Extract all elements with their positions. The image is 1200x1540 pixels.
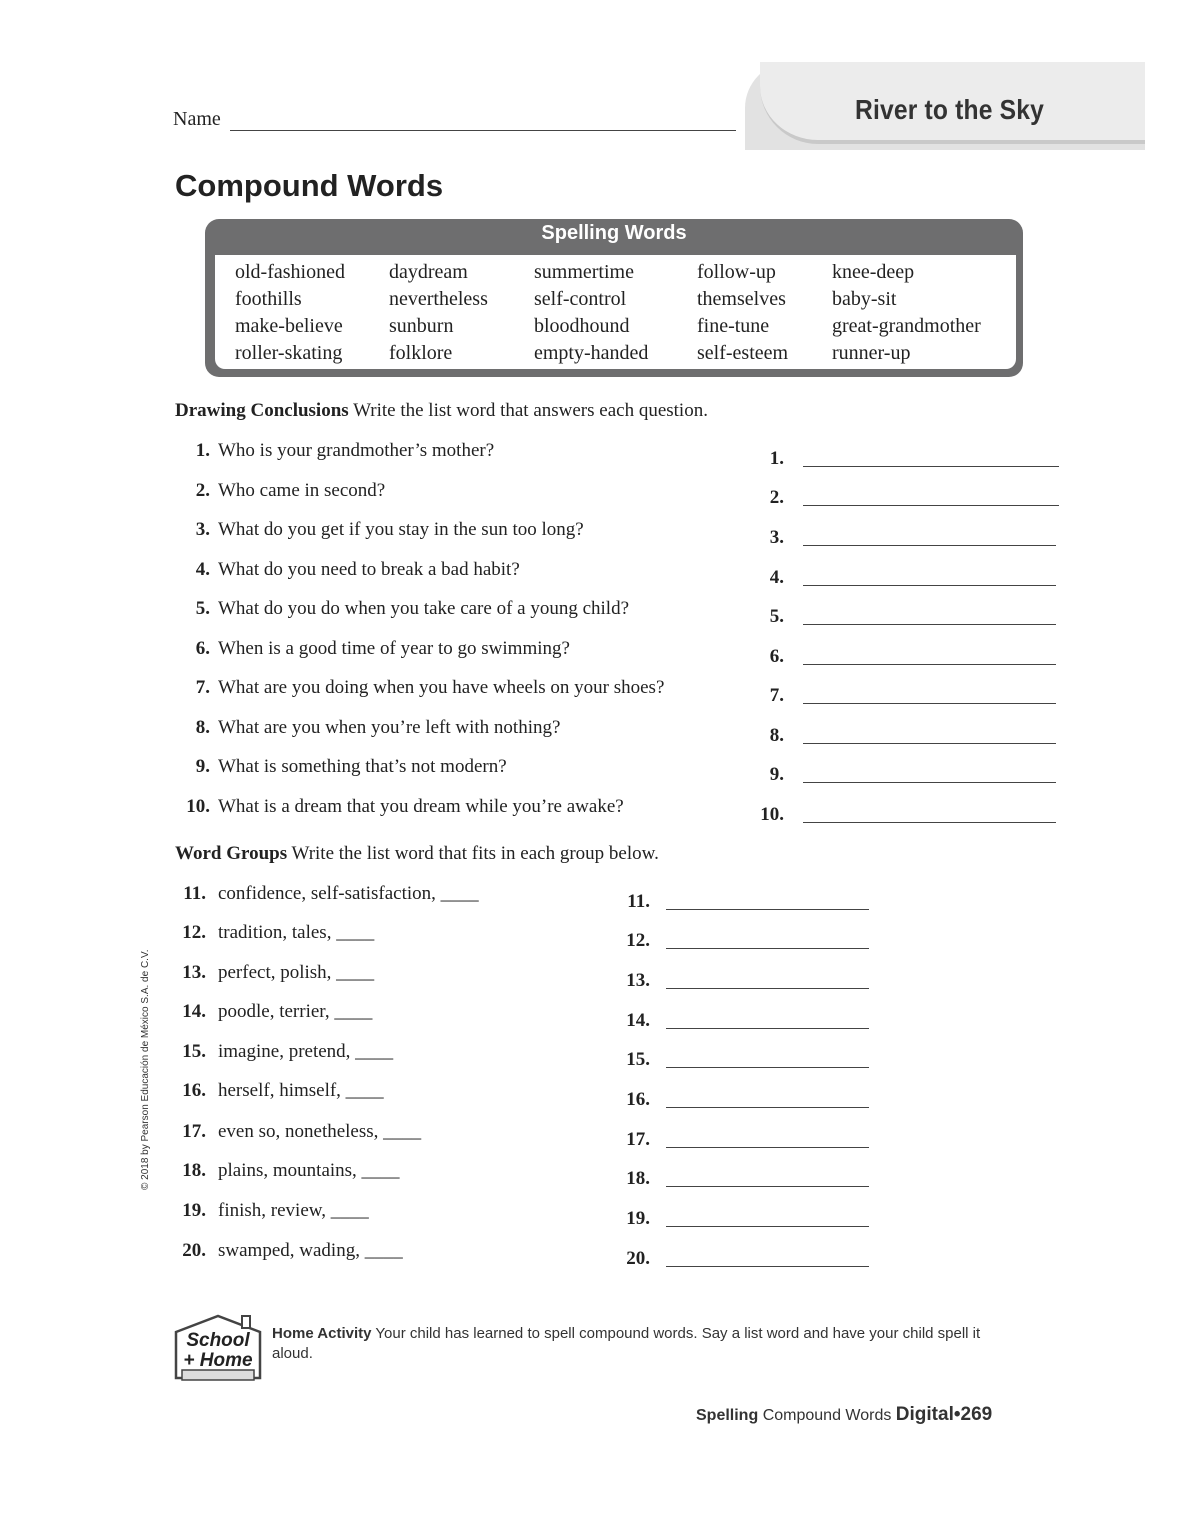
answer-line-18[interactable]: [666, 1186, 869, 1187]
spelling-word: bloodhound: [534, 315, 630, 337]
answer-number: 4.: [769, 567, 784, 588]
word-column-2: [389, 259, 488, 367]
spelling-words-title: Spelling Words: [541, 222, 687, 244]
answer-number: 9.: [769, 764, 784, 785]
answer-line-6[interactable]: [803, 664, 1056, 665]
answer-line-11[interactable]: [666, 909, 869, 910]
answer-line-9[interactable]: [803, 782, 1056, 783]
answer-number: 14.: [626, 1010, 650, 1031]
answer-line-2[interactable]: [803, 505, 1059, 506]
spelling-word: self-esteem: [697, 342, 789, 364]
spelling-word: nevertheless: [389, 288, 488, 310]
answer-number: 16.: [626, 1089, 650, 1110]
answer-number: 7.: [769, 685, 784, 706]
word-column-1: [235, 259, 345, 367]
answer-number: 15.: [626, 1049, 650, 1070]
spelling-word: knee-deep: [832, 261, 915, 283]
home-activity-text: Your child has learned to spell compound words. Say a list word and have your child spell it aloud.: [272, 1325, 981, 1362]
footer-topic: Compound Words: [762, 1407, 892, 1424]
logo-line-home: + Home: [183, 1350, 253, 1371]
answer-line-16[interactable]: [666, 1107, 869, 1108]
footer-page-number: Digital•269: [895, 1404, 993, 1425]
spelling-word: self-control: [534, 288, 627, 310]
answer-number: 10.: [760, 804, 784, 825]
spelling-word: roller-skating: [235, 342, 343, 364]
answer-number: 13.: [626, 970, 650, 991]
answer-number: 17.: [626, 1129, 650, 1150]
spelling-word: folklore: [389, 342, 453, 364]
answer-line-3[interactable]: [803, 545, 1056, 546]
answer-number: 11.: [627, 891, 650, 912]
answer-line-5[interactable]: [803, 624, 1056, 625]
answer-line-7[interactable]: [803, 703, 1056, 704]
spelling-word: summertime: [534, 261, 634, 283]
home-activity-note: [272, 1324, 1012, 1364]
answer-number: 8.: [769, 725, 784, 746]
answer-line-4[interactable]: [803, 585, 1056, 586]
answer-number: 2.: [769, 487, 784, 508]
answer-number: 19.: [626, 1208, 650, 1229]
word-column-3: [534, 259, 648, 367]
word-column-4: [697, 259, 788, 367]
answer-line-12[interactable]: [666, 948, 869, 949]
answer-line-10[interactable]: [803, 822, 1056, 823]
spelling-word: sunburn: [389, 315, 454, 337]
answer-line-19[interactable]: [666, 1226, 869, 1227]
home-activity-label: Home Activity: [272, 1325, 372, 1342]
answer-line-14[interactable]: [666, 1028, 869, 1029]
spelling-word: fine-tune: [697, 315, 770, 337]
answer-number: 18.: [626, 1168, 650, 1189]
answer-number: 20.: [626, 1248, 650, 1269]
section-title: Drawing Conclusions: [175, 400, 349, 421]
spelling-word: follow-up: [697, 261, 776, 283]
name-line[interactable]: [230, 130, 736, 131]
spelling-word: daydream: [389, 261, 468, 283]
answer-number: 5.: [769, 606, 784, 627]
answer-line-15[interactable]: [666, 1067, 869, 1068]
spelling-word: old-fashioned: [235, 261, 345, 283]
answer-line-8[interactable]: [803, 743, 1056, 744]
logo-line-school: School: [186, 1330, 250, 1351]
page-footer: [696, 1404, 992, 1426]
section-instruction: Write the list word that fits in each group below.: [291, 843, 659, 864]
answer-line-1[interactable]: [803, 466, 1059, 467]
section-word-groups-heading: [175, 843, 659, 865]
spelling-word: empty-handed: [534, 342, 649, 364]
answer-number: 12.: [626, 930, 650, 951]
spelling-word: foothills: [235, 288, 302, 310]
answer-line-13[interactable]: [666, 988, 869, 989]
footer-subject: Spelling: [696, 1407, 759, 1424]
answer-number: 6.: [769, 646, 784, 667]
section-instruction: Write the list word that answers each question.: [353, 400, 708, 421]
answer-line-17[interactable]: [666, 1147, 869, 1148]
name-label: Name: [173, 108, 221, 130]
page-title: Compound Words: [175, 168, 444, 203]
section-title: Word Groups: [175, 843, 288, 864]
spelling-word: baby-sit: [832, 288, 897, 310]
spelling-word: themselves: [697, 288, 786, 310]
spelling-word: great-grandmother: [832, 315, 981, 337]
spelling-word: make-believe: [235, 315, 343, 337]
answer-line-20[interactable]: [666, 1266, 869, 1267]
answer-number: 3.: [769, 527, 784, 548]
school-home-logo: [172, 1312, 264, 1384]
section-drawing-conclusions-heading: [175, 400, 708, 422]
unit-title: River to the Sky: [855, 94, 1045, 125]
spelling-word: runner-up: [832, 342, 911, 364]
answer-number: 1.: [769, 448, 784, 469]
word-column-5: [832, 259, 981, 367]
copyright-notice: © 2018 by Pearson Educación de México S.A. de C.V.: [140, 949, 151, 1190]
